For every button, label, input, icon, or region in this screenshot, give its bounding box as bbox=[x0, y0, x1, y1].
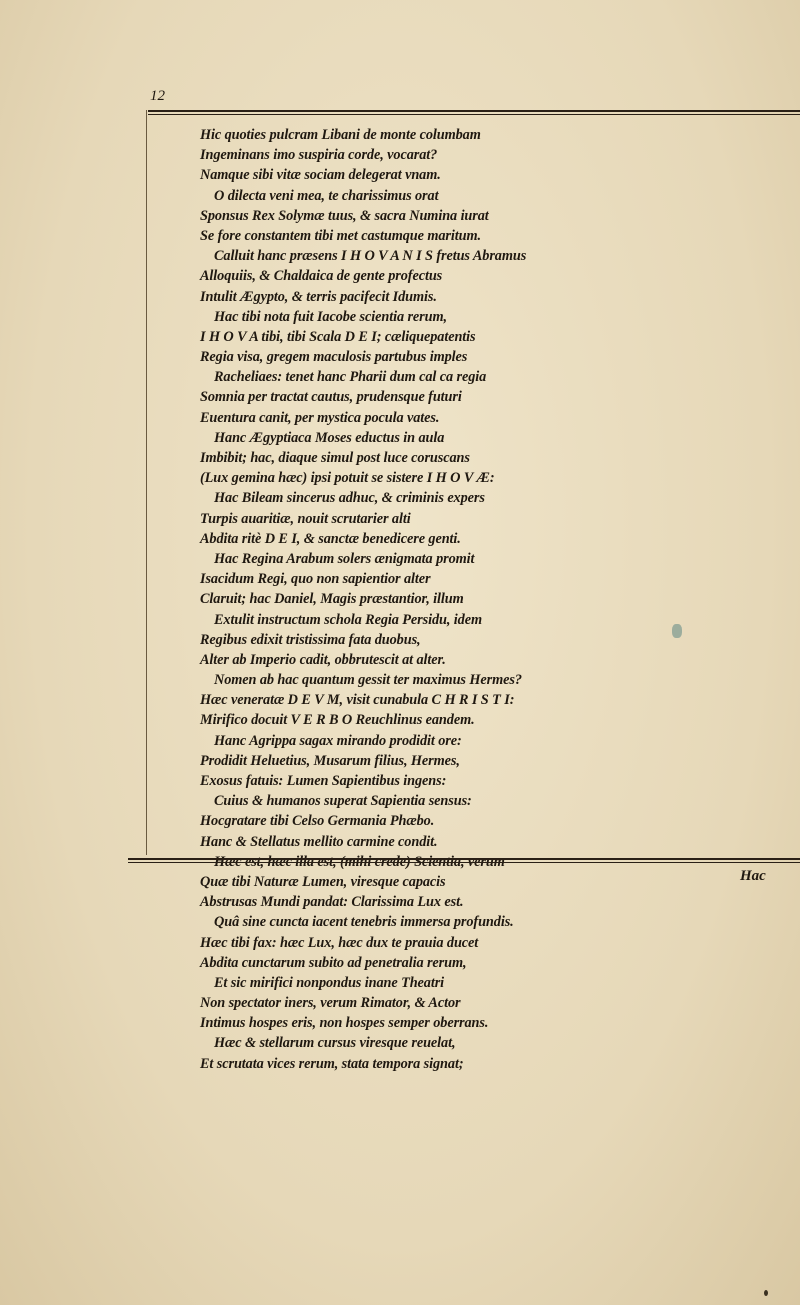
verse-line: Hac tibi nota fuit Iacobe scientia rerum, bbox=[214, 308, 447, 325]
ink-stain bbox=[672, 624, 682, 638]
verse-line: (Lux gemina hæc) ipsi potuit se sistere I H O V Æ: bbox=[200, 470, 495, 487]
verse-line: Extulit instructum schola Regia Persidu, idem bbox=[214, 611, 482, 628]
verse-line: Hæc tibi fax: hæc Lux, hæc dux te prauia ducet bbox=[200, 934, 479, 951]
verse-line: Quæ tibi Naturæ Lumen, viresque capacis bbox=[200, 873, 446, 890]
verse-line: Hocgratare tibi Celso Germania Phæbo. bbox=[200, 813, 435, 830]
verse-line: Hac Bileam sincerus adhuc, & criminis expers bbox=[214, 490, 485, 507]
verse-line: Abdita ritè D E I, & sanctæ benedicere genti. bbox=[200, 530, 461, 547]
verse-line: Et sic mirifici nonpondus inane Theatri bbox=[214, 974, 445, 991]
verse-line: Imbibit; hac, diaque simul post luce coruscans bbox=[200, 450, 470, 466]
verse-line: Calluit hanc præsens I H O V A N I S fretus Abramus bbox=[214, 248, 527, 265]
page-number: 12 bbox=[150, 88, 165, 104]
verse-line: Racheliaes: tenet hanc Pharii dum cal ca regia bbox=[214, 369, 487, 386]
verse-line: Quâ sine cuncta iacent tenebris immersa profundis. bbox=[214, 914, 514, 931]
verse-line: Hanc Ægyptiaca Moses eductus in aula bbox=[214, 429, 445, 446]
verse-line: Euentura canit, per mystica pocula vates. bbox=[200, 409, 440, 426]
paper-speck bbox=[764, 1290, 768, 1296]
verse-line: Hic quoties pulcram Libani de monte columbam bbox=[200, 127, 481, 143]
verse-line: Alter ab Imperio cadit, obbrutescit at alter. bbox=[200, 651, 446, 668]
verse-line: Sponsus Rex Solymæ tuus, & sacra Numina iurat bbox=[200, 207, 489, 224]
verse-line: Intulit Ægypto, & terris pacifecit Idumis. bbox=[200, 288, 437, 305]
bottom-rule-thin bbox=[128, 862, 800, 863]
verse-line: Se fore constantem tibi met castumque maritum. bbox=[200, 227, 481, 244]
verse-line: Ingeminans imo suspiria corde, vocarat? bbox=[200, 147, 438, 164]
verse-line: Prodidit Heluetius, Musarum filius, Hermes, bbox=[200, 752, 460, 769]
verse-line: Turpis auaritiæ, nouit scrutarier alti bbox=[200, 510, 411, 527]
catchword: Hac bbox=[740, 868, 766, 884]
verse-line: Alloquiis, & Chaldaica de gente profectus bbox=[200, 268, 443, 285]
verse-line: Et scrutata vices rerum, stata tempora signat; bbox=[200, 1055, 464, 1072]
verse-line: Namque sibi vitæ sociam delegerat vnam. bbox=[200, 167, 441, 184]
verse-line: Hanc Agrippa sagax mirando prodidit ore: bbox=[214, 732, 462, 749]
bottom-rule bbox=[128, 858, 800, 860]
verse-line: Intimus hospes eris, non hospes semper oberrans. bbox=[200, 1015, 489, 1032]
verse-line: Hæc est, hæc illa est, (mihi crede) Scientia, verum bbox=[214, 853, 505, 870]
verse-line: O dilecta veni mea, te charissimus orat bbox=[214, 187, 439, 204]
verse-line: Abstrusas Mundi pandat: Clarissima Lux est. bbox=[200, 894, 464, 911]
verse-line: Claruit; hac Daniel, Magis præstantior, illum bbox=[200, 591, 464, 608]
verse-line: Regibus edixit tristissima fata duobus, bbox=[200, 631, 421, 648]
verse-line: Exosus fatuis: Lumen Sapientibus ingens: bbox=[200, 773, 447, 789]
verse-line: Regia visa, gregem maculosis partubus imples bbox=[200, 349, 468, 366]
verse-line: Hanc & Stellatus mellito carmine condit. bbox=[200, 833, 438, 850]
top-rule-thin bbox=[148, 114, 800, 115]
verse-line: Mirifico docuit V E R B O Reuchlinus eandem. bbox=[200, 712, 475, 729]
verse-line: Hæc & stellarum cursus viresque reuelat, bbox=[214, 1035, 456, 1052]
verse-line: I H O V A tibi, tibi Scala D E I; cæliquepatentis bbox=[200, 328, 476, 345]
verse-line: Abdita cunctarum subito ad penetralia rerum, bbox=[200, 954, 467, 971]
verse-line: Hac Regina Arabum solers ænigmata promit bbox=[214, 550, 475, 567]
verse-line: Hæc veneratæ D E V M, visit cunabula C H R I S T I: bbox=[200, 692, 515, 709]
verse-line: Nomen ab hac quantum gessit ter maximus Hermes? bbox=[214, 672, 522, 689]
verse-line: Non spectator iners, verum Rimator, & Actor bbox=[200, 995, 461, 1012]
left-frame-line bbox=[146, 110, 147, 855]
poem-text-block bbox=[200, 125, 780, 1074]
verse-line: Cuius & humanos superat Sapientia sensus: bbox=[214, 793, 472, 810]
top-rule bbox=[148, 110, 800, 112]
verse-line: Isacidum Regi, quo non sapientior alter bbox=[200, 571, 431, 588]
verse-line: Somnia per tractat cautus, prudensque futuri bbox=[200, 389, 462, 406]
